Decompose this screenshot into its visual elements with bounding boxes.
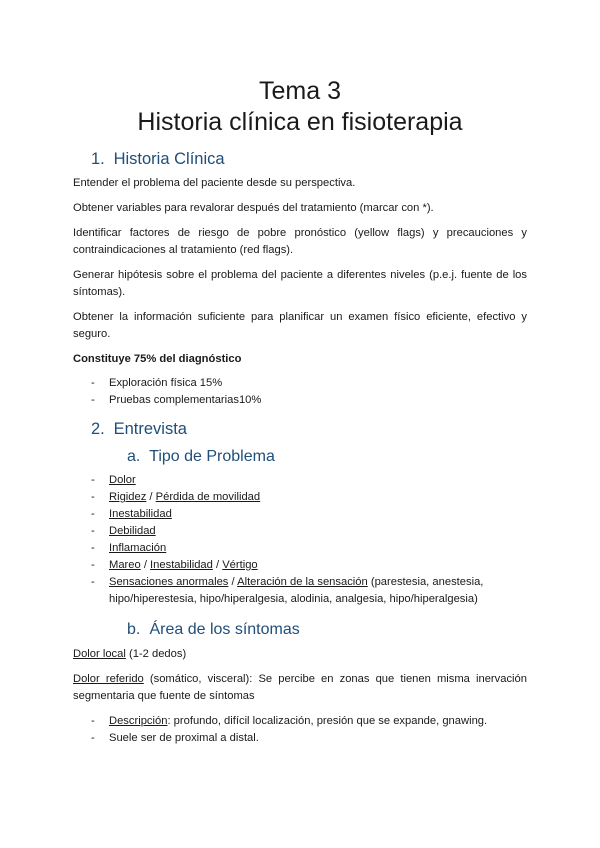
term: Dolor referido [73, 673, 144, 685]
subsection-number: b. [127, 621, 141, 638]
subsection-heading-text: Tipo de Problema [149, 448, 275, 465]
separator: / [146, 491, 156, 503]
item-text: Sensaciones anormales [109, 576, 229, 588]
item-text: Debilidad [109, 525, 156, 537]
separator: / [212, 559, 223, 571]
section-heading-text: Historia Clínica [113, 150, 225, 168]
bold-line: Constituye 75% del diagnóstico [73, 353, 242, 365]
paragraph: Obtener variables para revalorar después del tratamiento (marcar con *). [73, 202, 434, 214]
item-text: Alteración de la sensación [237, 576, 368, 588]
document-title-line1: Tema 3 [259, 77, 341, 105]
paragraph [73, 646, 527, 663]
item-text: Rigidez [109, 491, 147, 503]
list-item [91, 472, 527, 489]
document-title-line2: Historia clínica en fisioterapia [137, 108, 463, 136]
list-item: - Exploración física 15% [91, 375, 527, 392]
list-item [91, 540, 527, 557]
paragraph [73, 671, 527, 705]
separator: / [140, 559, 151, 571]
section-heading-entrevista [73, 420, 527, 439]
list-item: - Suele ser de proximal a distal. [91, 730, 527, 747]
paragraph: Generar hipótesis sobre el problema del paciente a diferentes niveles (p.e.j. fuente de los síntomas). [73, 269, 527, 298]
separator: / [228, 576, 238, 588]
list-item [91, 574, 527, 608]
section-heading-historia [73, 150, 527, 169]
term: Descripción [109, 715, 168, 727]
text: (somático, visceral): Se percibe en zonas que tienen misma inervación segmentaria que fuente de síntomas [73, 673, 527, 702]
subsection-heading-text: Área de los síntomas [149, 621, 300, 638]
text: (1-2 dedos) [125, 648, 187, 660]
section-number: 2. [91, 420, 105, 438]
list-item [91, 713, 527, 730]
item-text: Inestabilidad [150, 559, 213, 571]
section-heading-text: Entrevista [113, 420, 187, 438]
paragraph: Entender el problema del paciente desde su perspectiva. [73, 177, 356, 189]
item-text: Inflamación [109, 542, 167, 554]
list-item [91, 506, 527, 523]
list-item [91, 489, 527, 506]
list-item [91, 523, 527, 540]
diagnosis-list [73, 375, 527, 409]
term: Dolor local [73, 648, 126, 660]
item-text: Inestabilidad [109, 508, 172, 520]
item-text: Mareo [109, 559, 141, 571]
list-item [91, 557, 527, 574]
paragraph: Identificar factores de riesgo de pobre pronóstico (yellow flags) y precauciones y contraindicaciones al tratamiento (red flags). [73, 227, 527, 256]
item-text: Pérdida de movilidad [155, 491, 261, 503]
item-text: (parestesia, anestesia, hipo/hiperestesia, hipo/hiperalgesia, alodinia, analgesia, hipo/hiperalgesia) [109, 576, 484, 605]
paragraph: Obtener la información suficiente para planificar un examen físico eficiente, efectivo y seguro. [73, 311, 527, 340]
subsection-heading-tipo [73, 448, 527, 466]
section-number: 1. [91, 150, 105, 168]
list-item: - Pruebas complementarias10% [91, 392, 527, 409]
subsection-number: a. [127, 448, 141, 465]
subsection-heading-area [73, 621, 527, 639]
item-text: Dolor [109, 474, 136, 486]
text: : profundo, difícil localización, presión que se expande, gnawing. [167, 715, 488, 727]
problem-type-list [73, 472, 527, 608]
referred-pain-list [73, 713, 527, 747]
item-text: Vértigo [222, 559, 258, 571]
